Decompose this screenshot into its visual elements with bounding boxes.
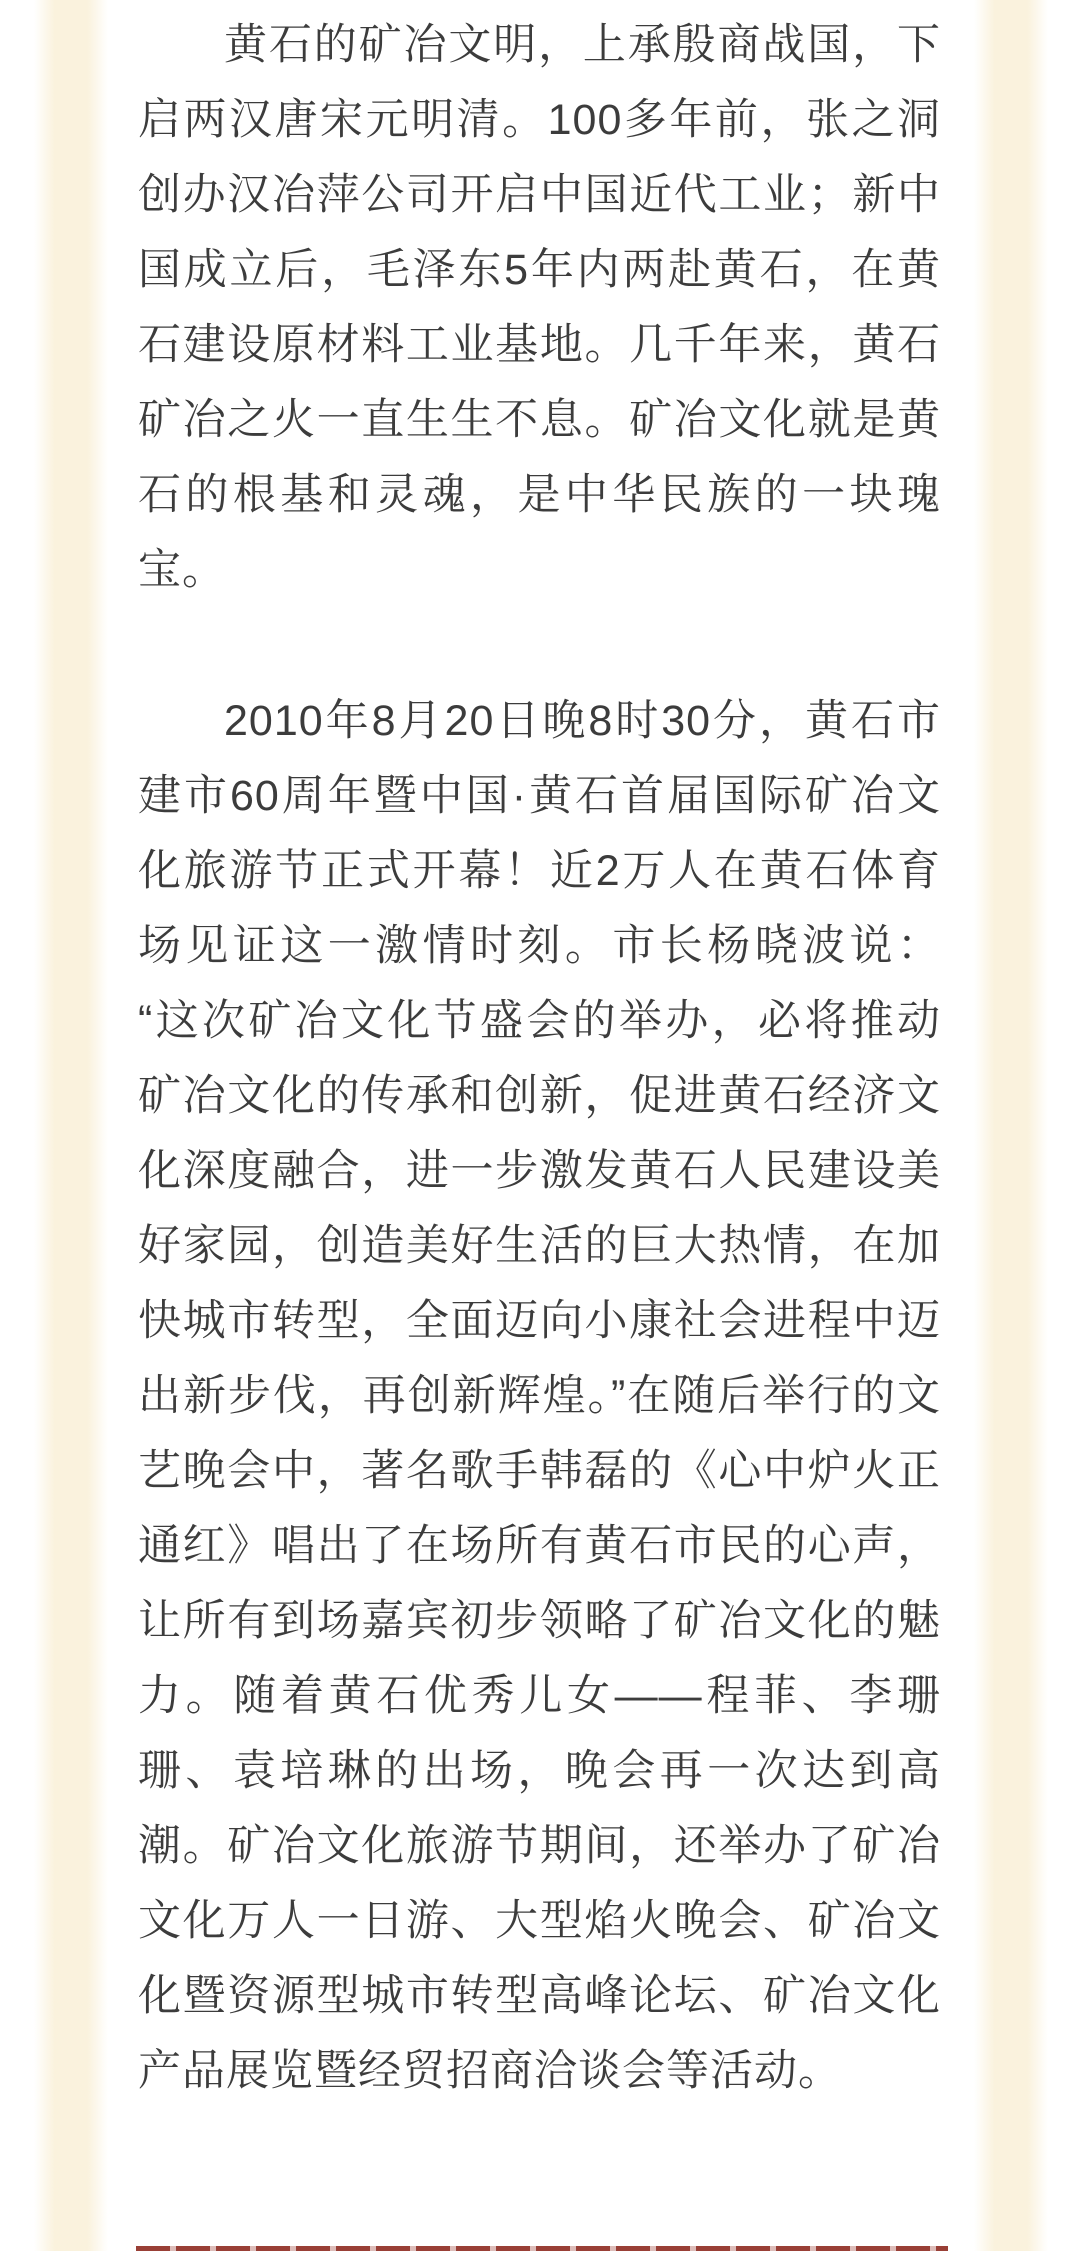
article-paragraph-2: 2010年8月20日晚8时30分，黄石市建市60周年暨中国·黄石首届国际矿冶文化旅游节正式开幕！近2万人在黄石体育场见证这一激情时刻。市长杨晓波说：“这次矿冶文化节盛会的举办，必将推动矿冶文化的传承和创新，促进黄石经济文化深度融合，进一步激发黄石人民建设美好家园，创造美好生活的巨大热情，在加快城市转型，全面迈向小康社会进程中迈出新步伐，再创新辉煌。”在随后举行的文艺晚会中，著名歌手韩磊的《心中炉火正通红》唱出了在场所有黄石市民的心声，让所有到场嘉宾初步领略了矿冶文化的魅力。随着黄石优秀儿女——程菲、李珊珊、袁培琳的出场，晚会再一次达到高潮。矿冶文化旅游节期间，还举办了矿冶文化万人一日游、大型焰火晚会、矿冶文化暨资源型城市转型高峰论坛、矿冶文化产品展览暨经贸招商洽谈会等活动。 [138, 697, 941, 2095]
article-body [138, 8, 941, 2109]
right-page-gutter [974, 0, 1048, 2251]
left-page-gutter [34, 0, 108, 2251]
article-paragraph-1: 黄石的矿冶文明，上承殷商战国，下启两汉唐宋元明清。100多年前，张之洞创办汉冶萍公司开启中国近代工业；新中国成立后，毛泽东5年内两赴黄石，在黄石建设原材料工业基地。几千年来，黄石矿冶之火一直生生不息。矿冶文化就是黄石的根基和灵魂，是中华民族的一块瑰宝。 [138, 21, 941, 594]
clipped-red-text-line [136, 2246, 948, 2251]
